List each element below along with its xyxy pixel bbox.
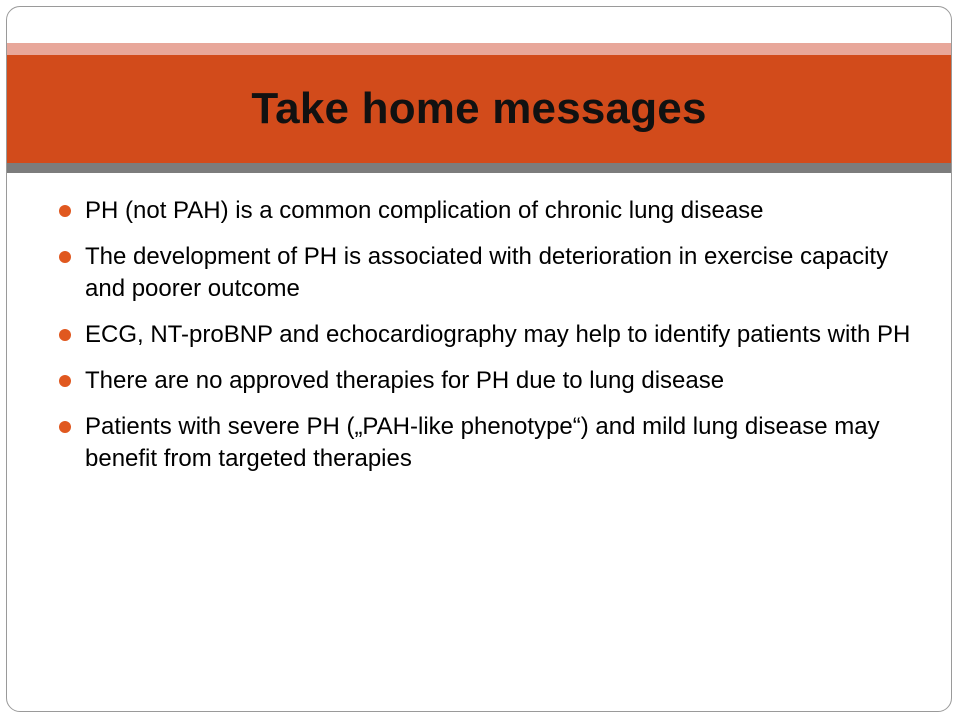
bullet-item	[55, 411, 915, 475]
title-underline	[7, 163, 951, 173]
bullet-dot-icon	[59, 251, 71, 263]
title-band	[7, 55, 951, 163]
slide-title: Take home messages	[251, 84, 707, 133]
bullet-dot-icon	[59, 329, 71, 341]
bullet-text: ECG, NT-proBNP and echocardiography may help to identify patients with PH	[85, 321, 911, 348]
bullet-text: The development of PH is associated with deterioration in exercise capacity and poorer outcome	[85, 243, 889, 302]
bullet-item	[55, 241, 915, 305]
bullet-text: PH (not PAH) is a common complication of chronic lung disease	[85, 197, 764, 224]
bullet-text: Patients with severe PH („PAH-like phenotype“) and mild lung disease may benefit from targeted therapies	[85, 413, 880, 472]
top-accent-stripe	[7, 43, 951, 55]
bullet-text: There are no approved therapies for PH due to lung disease	[85, 367, 725, 394]
bullet-item	[55, 319, 915, 351]
bullet-dot-icon	[59, 421, 71, 433]
bullet-item	[55, 365, 915, 397]
bullet-item	[55, 195, 915, 227]
slide	[6, 6, 952, 712]
bullet-dot-icon	[59, 205, 71, 217]
bullet-dot-icon	[59, 375, 71, 387]
bullet-list	[55, 195, 915, 489]
